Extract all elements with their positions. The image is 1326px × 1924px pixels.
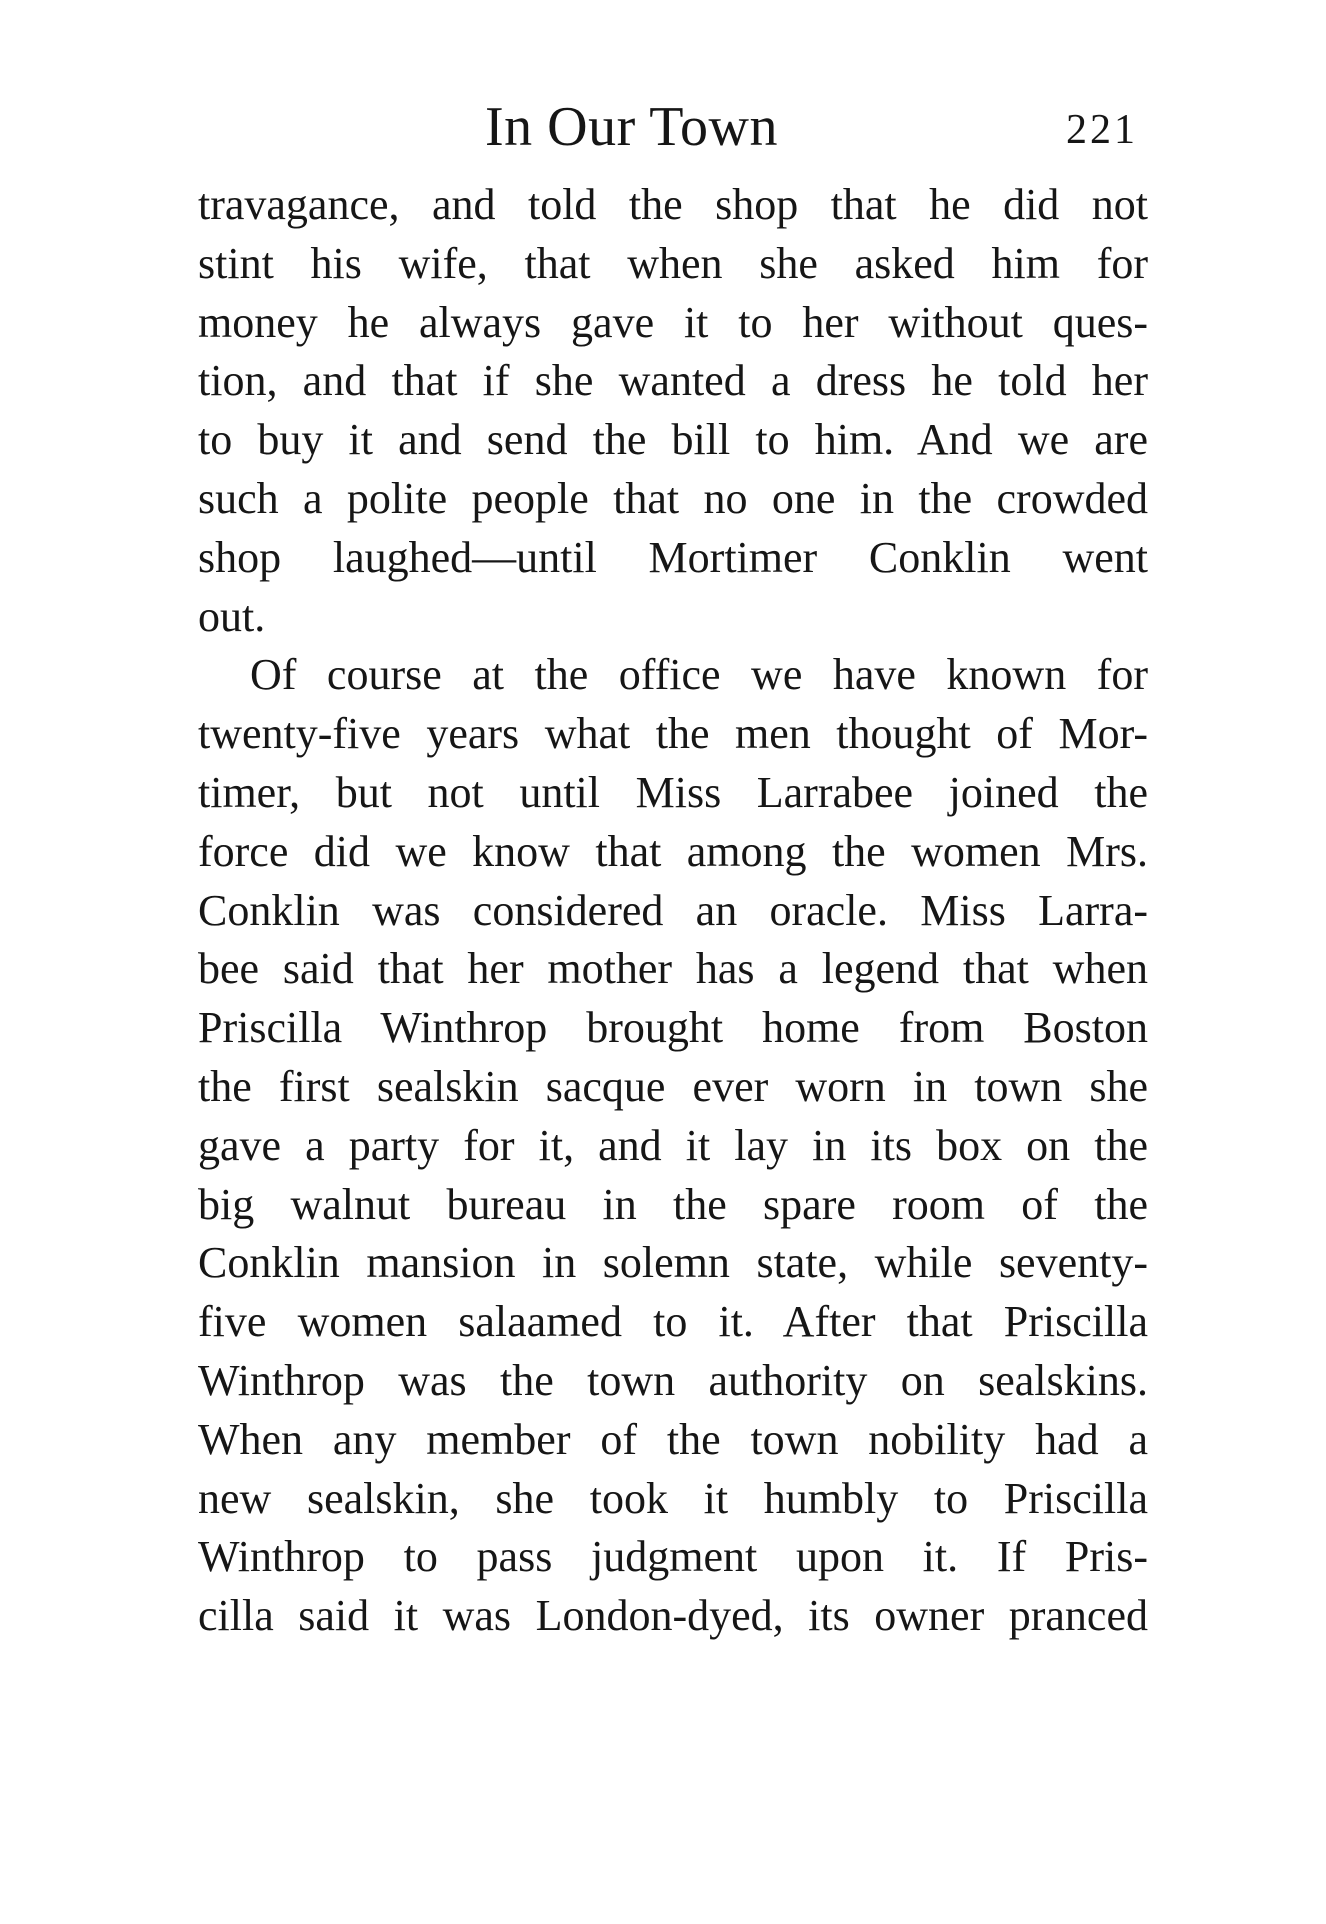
text-line: Conklin mansion in solemn state, while seventy- [198,1238,1148,1288]
text-line: travagance, and told the shop that he did not [198,180,1148,229]
text-line: When any member of the town nobility had a [198,1414,1148,1464]
text-line: Winthrop to pass judgment upon it. If Pris- [198,1532,1148,1582]
text-line: out. [198,591,266,641]
text-line: such a polite people that no one in the crowded [198,473,1148,523]
text-line: shop laughed—until Mortimer Conklin went [198,532,1148,582]
text-line: to buy it and send the bill to him. And we are [198,415,1148,465]
text-line: gave a party for it, and it lay in its box on the [198,1120,1148,1170]
text-line: twenty-five years what the men thought of Mor- [198,709,1148,759]
text-line: bee said that her mother has a legend that when [198,944,1148,994]
text-line: force did we know that among the women Mrs. [198,826,1148,876]
text-line: Of course at the office we have known for [250,650,1148,700]
text-line: timer, but not until Miss Larrabee joined the [198,767,1148,817]
text-line: Priscilla Winthrop brought home from Boston [198,1003,1148,1053]
paragraph [198,646,1148,1646]
running-title: In Our Town [485,96,778,158]
text-line: five women salaamed to it. After that Priscilla [198,1297,1148,1347]
paragraph [198,176,1148,646]
text-line: money he always gave it to her without ques- [198,297,1148,347]
body-text [198,176,1148,1646]
text-line: tion, and that if she wanted a dress he told her [198,356,1148,406]
text-line: stint his wife, that when she asked him for [198,238,1148,288]
text-line: Conklin was considered an oracle. Miss Larra- [198,885,1148,935]
text-line: big walnut bureau in the spare room of the [198,1179,1148,1229]
text-line: the first sealskin sacque ever worn in town she [198,1061,1148,1111]
running-head [0,92,1326,162]
page-number: 221 [1066,107,1138,153]
text-line: cilla said it was London-dyed, its owner pranced [198,1591,1148,1641]
text-line: new sealskin, she took it humbly to Priscilla [198,1473,1148,1523]
text-line: Winthrop was the town authority on sealskins. [198,1355,1148,1405]
